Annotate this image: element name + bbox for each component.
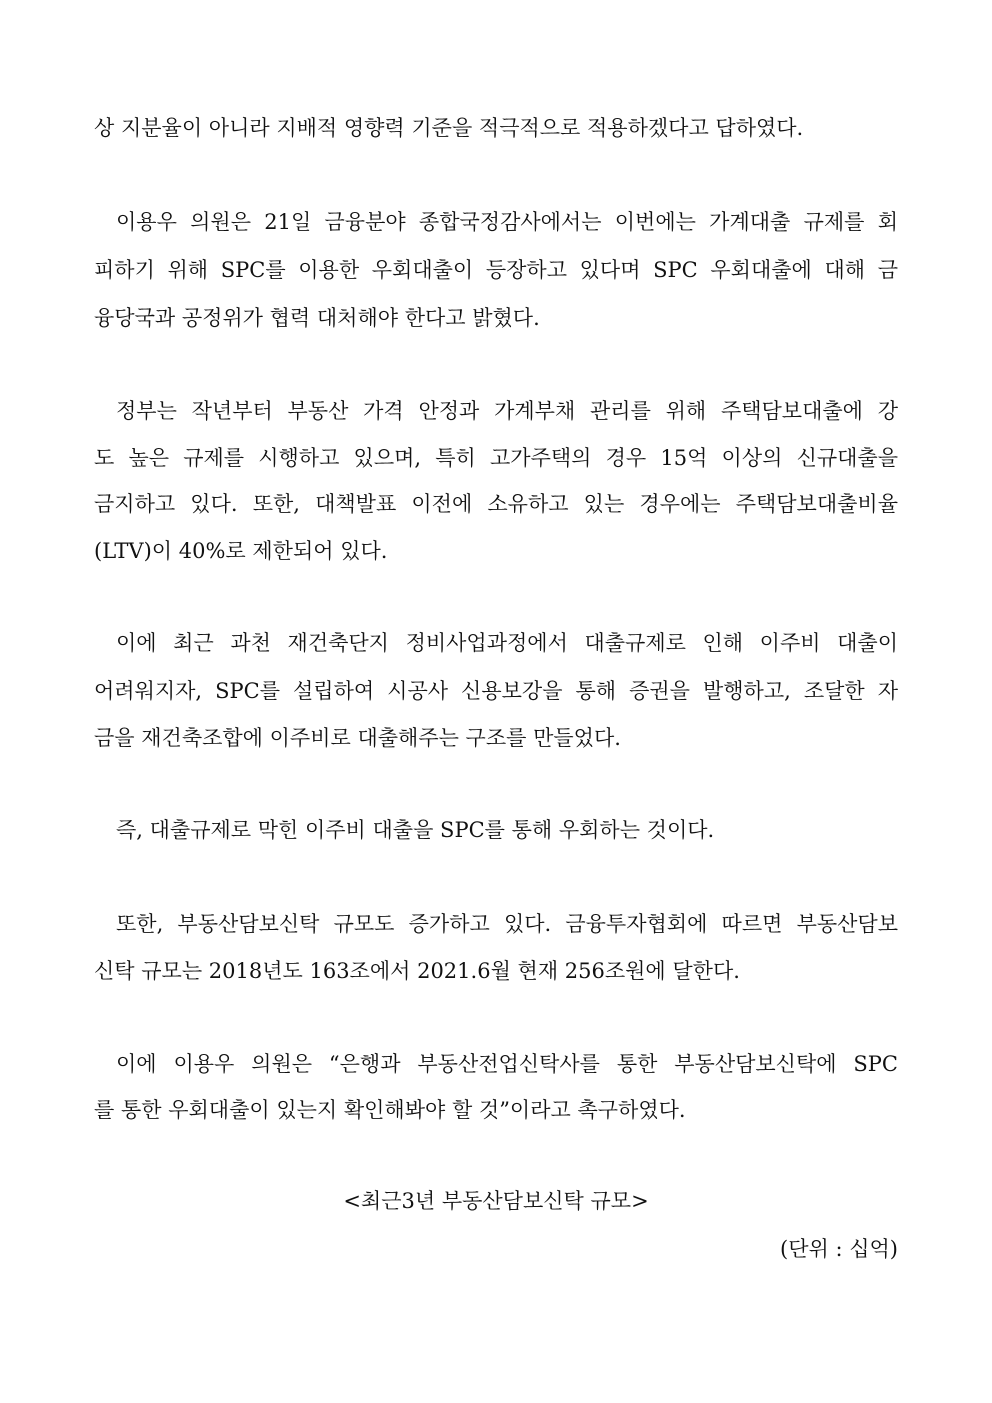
text-line: 금지하고 있다. 또한, 대책발표 이전에 소유하고 있는 경우에는 주택담보대출비율 (94, 492, 898, 516)
text-line: 상 지분율이 아니라 지배적 영향력 기준을 적극적으로 적용하겠다고 답하였다. (94, 116, 804, 140)
text-line: 이에 최근 과천 재건축단지 정비사업과정에서 대출규제로 인해 이주비 대출이 (116, 631, 898, 655)
text-line: 도 높은 규제를 시행하고 있으며, 특히 고가주택의 경우 15억 이상의 신규대출을 (94, 446, 898, 470)
table-caption: <최근3년 부동산담보신탁 규모> (343, 1189, 649, 1213)
text-line: 신탁 규모는 2018년도 163조에서 2021.6월 현재 256조원에 달한다. (94, 959, 740, 983)
text-line: 를 통한 우회대출이 있는지 확인해봐야 할 것”이라고 촉구하였다. (94, 1098, 686, 1122)
text-line: 이에 이용우 의원은 “은행과 부동산전업신탁사를 통한 부동산담보신탁에 SPC (116, 1052, 898, 1076)
text-line: 정부는 작년부터 부동산 가격 안정과 가계부채 관리를 위해 주택담보대출에 강 (116, 399, 898, 423)
text-line: 융당국과 공정위가 협력 대처해야 한다고 밝혔다. (94, 306, 540, 330)
text-line: 피하기 위해 SPC를 이용한 우회대출이 등장하고 있다며 SPC 우회대출에 대해 금 (94, 258, 898, 282)
text-line: 즉, 대출규제로 막힌 이주비 대출을 SPC를 통해 우회하는 것이다. (116, 818, 715, 842)
text-line: (LTV)이 40%로 제한되어 있다. (94, 539, 388, 563)
text-line: 또한, 부동산담보신탁 규모도 증가하고 있다. 금융투자협회에 따르면 부동산담보 (116, 912, 898, 936)
unit-note: (단위 : 십억) (780, 1237, 898, 1261)
text-line: 어려워지자, SPC를 설립하여 시공사 신용보강을 통해 증권을 발행하고, 조달한 자 (94, 679, 898, 703)
text-line: 금을 재건축조합에 이주비로 대출해주는 구조를 만들었다. (94, 726, 621, 750)
text-line: 이용우 의원은 21일 금융분야 종합국정감사에서는 이번에는 가계대출 규제를 회 (116, 210, 898, 234)
